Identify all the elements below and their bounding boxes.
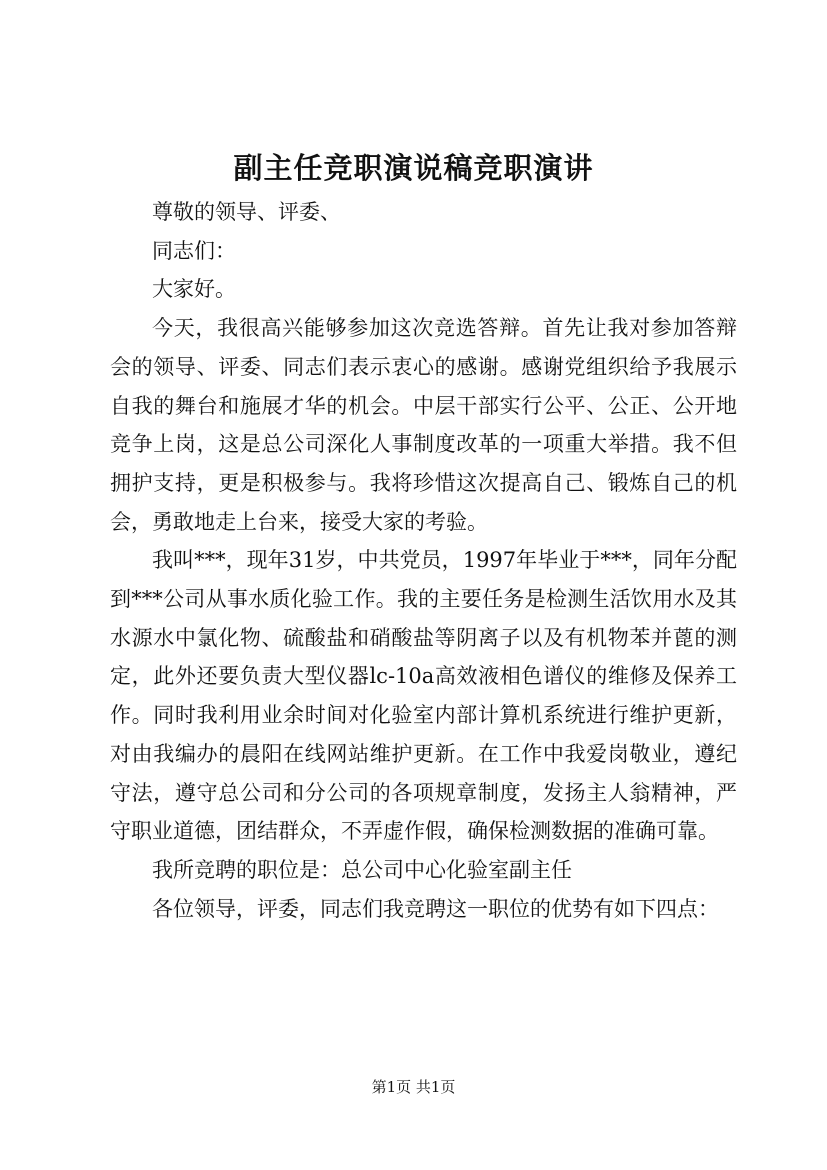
paragraph-greeting: 大家好。: [152, 277, 236, 302]
document-title: 副主任竞职演说稿竞职演讲: [233, 151, 594, 185]
paragraph-self-description: 我叫***，现年31岁，中共党员，1997年毕业于***，同年分配到***公司从事水质化验工作。我的主要任务是检测生活饮用水及其水源水中氯化物、硫酸盐和硝酸盐等阴离子以及有机物苯并蓖的测定，此外还要负责大型仪器lc-10a高效液相色谱仪的维修及保养工作。同时我利用业余时间对化验室内部计算机系统进行维护更新，对由我编办的晨阳在线网站维护更新。在工作中我爱岗敬业，遵纪守法，遵守总公司和分公司的各项规章制度，发扬主人翁精神，严守职业道德，团结群众，不弄虚作假，确保检测数据的准确可靠。: [110, 548, 737, 844]
paragraph-salutation-2: 同志们：: [152, 238, 236, 263]
document-body: [110, 193, 737, 928]
page-footer: 第1页 共1页: [371, 1078, 456, 1096]
paragraph-salutation-1: 尊敬的领导、评委、: [152, 200, 341, 224]
paragraph-advantages: 各位领导，评委，同志们我竞聘这一职位的优势有如下四点：: [152, 896, 719, 921]
paragraph-introduction: 今天，我很高兴能够参加这次竞选答辩。首先让我对参加答辩会的领导、评委、同志们表示衷心的感谢。感谢党组织给予我展示自我的舞台和施展才华的机会。中层干部实行公平、公正、公开地竞争上岗，这是总公司深化人事制度改革的一项重大举措。我不但拥护支持，更是积极参与。我将珍惜这次提高自己、锻炼自己的机会，勇敢地走上台来，接受大家的考验。: [110, 316, 737, 534]
paragraph-position: 我所竞聘的职位是：总公司中心化验室副主任: [152, 857, 572, 882]
